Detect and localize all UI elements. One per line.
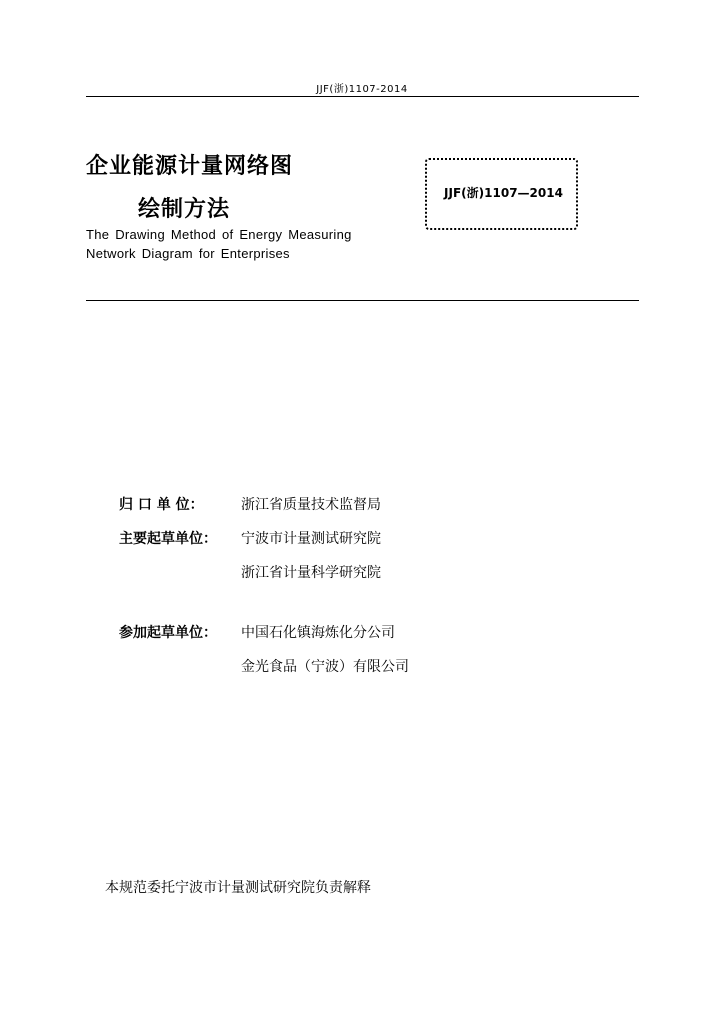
header-rule — [86, 96, 639, 97]
title-line-2: 绘制方法 — [138, 197, 231, 222]
participant-2: 金光食品（宁波）有限公司 — [241, 659, 409, 675]
english-title-line-1: The Drawing Method of Energy Measuring — [86, 227, 352, 242]
specification-code-box — [425, 158, 578, 230]
responsible-unit-label: 归 口 单 位： — [119, 497, 204, 513]
participants-row-2 — [119, 657, 409, 677]
main-drafter-2: 浙江省计量科学研究院 — [241, 565, 381, 581]
header-code: JJF(浙)1107-2014 — [316, 84, 408, 95]
specification-code: JJF(浙)1107—2014 — [444, 186, 563, 200]
english-title — [86, 225, 386, 263]
participants-label: 参加起草单位： — [119, 625, 217, 641]
title-rule — [86, 300, 639, 301]
participants-row — [119, 623, 395, 643]
main-drafters-label: 主要起草单位： — [119, 531, 217, 547]
responsible-unit-value: 浙江省质量技术监督局 — [241, 497, 381, 513]
footer-note: 本规范委托宁波市计量测试研究院负责解释 — [105, 880, 371, 896]
main-drafter-1: 宁波市计量测试研究院 — [241, 531, 381, 547]
title-line-1: 企业能源计量网络图 — [86, 154, 294, 179]
english-title-line-2: Network Diagram for Enterprises — [86, 246, 290, 261]
main-drafters-row — [119, 529, 381, 549]
main-drafters-row-2 — [119, 563, 381, 583]
responsible-unit-row — [119, 495, 381, 515]
participant-1: 中国石化镇海炼化分公司 — [241, 625, 395, 641]
